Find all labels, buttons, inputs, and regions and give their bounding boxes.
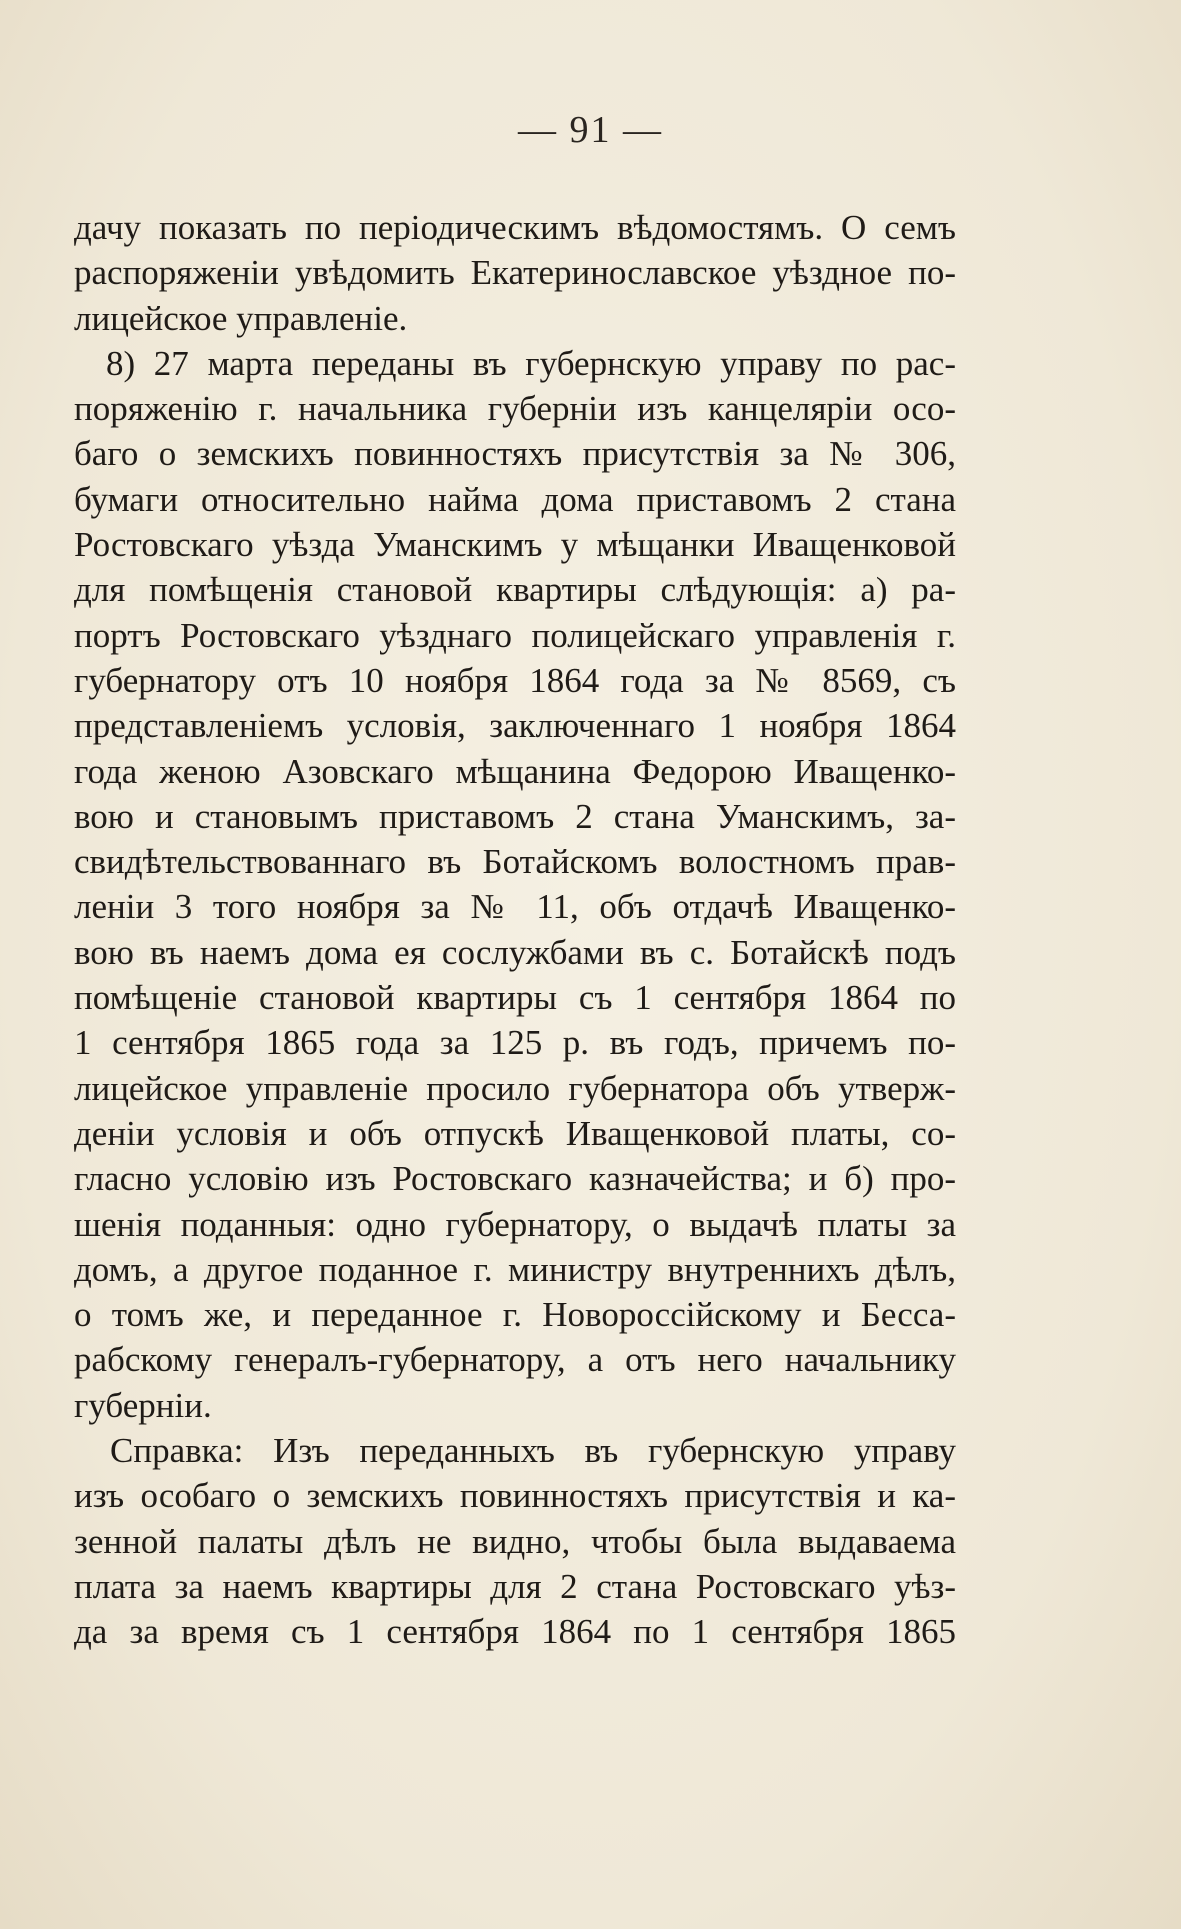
text-line: гласно условію изъ Ростовскаго казначейства; и б) про- (74, 1159, 956, 1199)
text-line: помѣщеніе становой квартиры съ 1 сентября 1864 по (74, 978, 956, 1018)
text-line: бумаги относительно найма дома приставомъ 2 стана (74, 479, 956, 519)
text-line: года женою Азовскаго мѣщанина Федорою Иващенко- (74, 751, 956, 791)
text-line: вою въ наемъ дома ея сослужбами въ с. Ботайскѣ подъ (74, 932, 956, 972)
text-line: губернатору отъ 10 ноября 1864 года за № 8569, съ (74, 660, 956, 700)
text-line: лицейское управленіе просило губернатора объ утверж- (74, 1068, 956, 1108)
text-line: о томъ же, и переданное г. Новороссійскому и Бесса- (74, 1295, 956, 1335)
text-line: Ростовскаго уѣзда Уманскимъ у мѣщанки Иващенковой (74, 525, 956, 565)
text-line: да за время съ 1 сентября 1864 по 1 сентября 1865 (74, 1612, 956, 1652)
text-line: 1 сентября 1865 года за 125 р. въ годъ, причемъ по- (74, 1023, 956, 1063)
text-line: губерніи. (74, 1385, 212, 1425)
text-line: изъ особаго о земскихъ повинностяхъ присутствія и ка- (74, 1476, 956, 1516)
text-line: домъ, а другое поданное г. министру внутреннихъ дѣлъ, (74, 1249, 956, 1289)
text-line: распоряженіи увѣдомить Екатеринославское уѣздное по- (74, 253, 956, 293)
text-line: портъ Ростовскаго уѣзднаго полицейскаго управленія г. (74, 615, 956, 655)
text-line: баго о земскихъ повинностяхъ присутствія за № 306, (74, 434, 956, 474)
text-line: дачу показать по періодическимъ вѣдомостямъ. О семъ (74, 208, 956, 247)
text-line: плата за наемъ квартиры для 2 стана Ростовскаго уѣз- (74, 1566, 956, 1606)
text-line: шенія поданныя: одно губернатору, о выдачѣ платы за (74, 1204, 956, 1244)
text-line: леніи 3 того ноября за № 11, объ отдачѣ Иващенко- (74, 887, 956, 927)
body-text (74, 205, 956, 1655)
text-line: 8) 27 марта переданы въ губернскую управу по рас- (106, 343, 956, 383)
text-line: вою и становымъ приставомъ 2 стана Уманскимъ, за- (74, 796, 956, 836)
text-line: поряженію г. начальника губерніи изъ канцеляріи осо- (74, 389, 956, 429)
text-line: лицейское управленіе. (74, 298, 408, 338)
text-line: представленіемъ условія, заключеннаго 1 ноября 1864 (74, 706, 956, 746)
text-line: рабскому генералъ-губернатору, а отъ него начальнику (74, 1340, 956, 1380)
text-line: зенной палаты дѣлъ не видно, чтобы была выдаваема (74, 1521, 956, 1561)
page-number: — 91 — (518, 109, 663, 151)
text-line: свидѣтельствованнаго въ Ботайскомъ волостномъ прав- (74, 842, 956, 882)
text-line: Справка: Изъ переданныхъ въ губернскую управу (110, 1431, 956, 1471)
text-line: для помѣщенія становой квартиры слѣдующія: а) ра- (74, 570, 956, 610)
text-line: деніи условія и объ отпускѣ Иващенковой платы, со- (74, 1113, 956, 1153)
